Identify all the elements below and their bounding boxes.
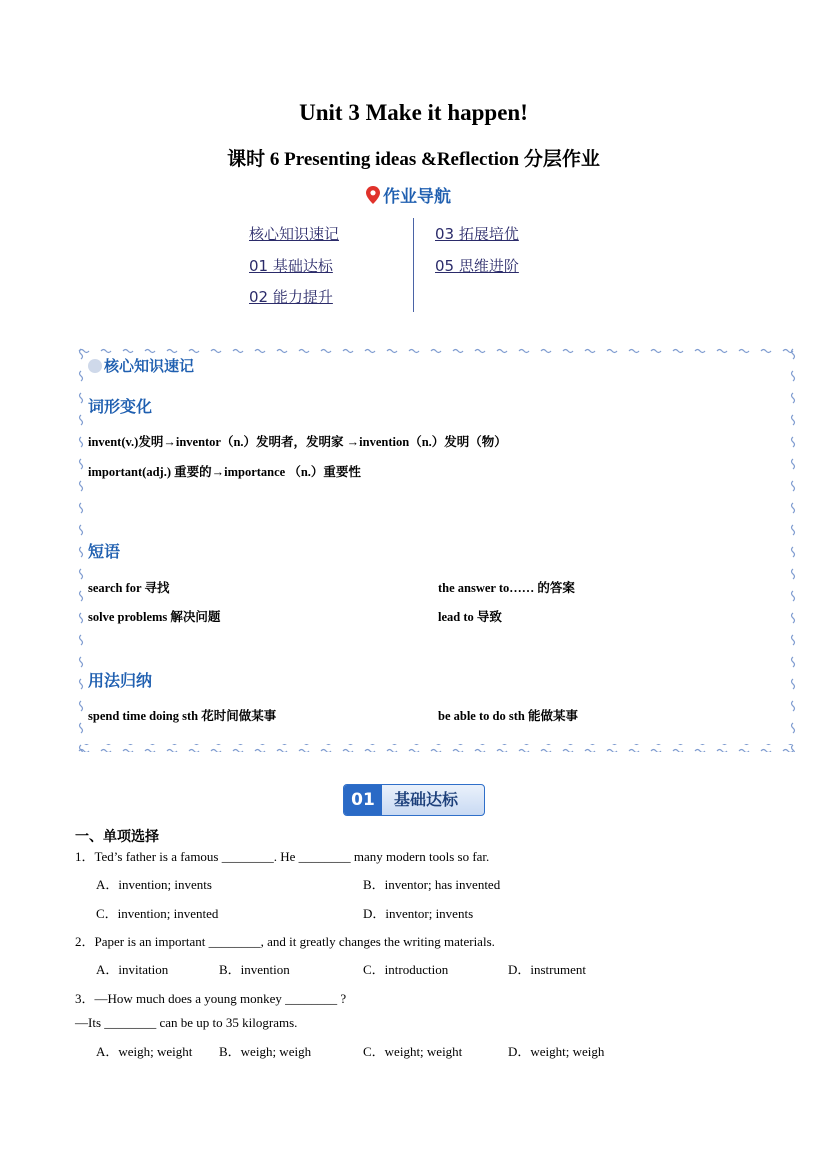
word-form-line: invent(v.)发明→inventor（n.）发明者，发明家 →invention（n.）发明（物） bbox=[88, 435, 507, 449]
nav-link-extension[interactable]: 03 拓展培优 bbox=[435, 225, 519, 243]
badge-label: 核心知识速记 bbox=[104, 357, 195, 375]
option-c: C．weight; weight bbox=[363, 1044, 463, 1059]
phrases-heading: 短语 bbox=[88, 542, 121, 561]
nav-heading bbox=[366, 182, 451, 207]
phrase-item: the answer to…… 的答案 bbox=[438, 581, 575, 595]
option-a: A．invitation bbox=[96, 962, 169, 977]
word-form-line: important(adj.) 重要的→importance （n.）重要性 bbox=[88, 465, 361, 479]
phrase-item: solve problems 解决问题 bbox=[88, 610, 221, 624]
option-b: B．invention bbox=[219, 962, 290, 977]
section-tab-label: 基础达标 bbox=[394, 790, 459, 809]
question-stem: 3．—How much does a young monkey ________ ? bbox=[75, 991, 347, 1006]
part-heading: 一、单项选择 bbox=[75, 829, 159, 845]
option-d: D．instrument bbox=[508, 962, 586, 977]
option-b: B．inventor; has invented bbox=[363, 877, 501, 892]
knowledge-box bbox=[77, 347, 798, 752]
nav-divider bbox=[413, 218, 414, 312]
section-tab-basic bbox=[343, 784, 485, 816]
nav-link-basic[interactable]: 01 基础达标 bbox=[249, 257, 333, 275]
option-a: A．invention; invents bbox=[96, 877, 212, 892]
option-d: D．inventor; invents bbox=[363, 906, 474, 921]
page-title: Unit 3 Make it happen! bbox=[299, 100, 528, 125]
usage-item: spend time doing sth 花时间做某事 bbox=[88, 709, 277, 723]
option-d: D．weight; weigh bbox=[508, 1044, 605, 1059]
option-c: C．introduction bbox=[363, 962, 449, 977]
question-stem: 2．Paper is an important ________, and it greatly changes the writing materials. bbox=[75, 934, 495, 949]
core-knowledge-badge bbox=[88, 355, 194, 376]
location-pin-icon bbox=[366, 186, 380, 204]
option-b: B．weigh; weigh bbox=[219, 1044, 312, 1059]
nav-link-ability[interactable]: 02 能力提升 bbox=[249, 288, 333, 306]
nav-link-core-knowledge[interactable]: 核心知识速记 bbox=[249, 225, 340, 243]
wavy-border bbox=[77, 347, 798, 752]
page-subtitle: 课时 6 Presenting ideas &Reflection 分层作业 bbox=[227, 149, 600, 170]
usage-heading: 用法归纳 bbox=[88, 671, 153, 690]
nav-link-thinking[interactable]: 05 思维进阶 bbox=[435, 257, 519, 275]
word-forms-heading: 词形变化 bbox=[88, 397, 153, 416]
section-tab-number: 01 bbox=[344, 785, 382, 815]
badge-circle-icon bbox=[88, 359, 102, 373]
nav-heading-label: 作业导航 bbox=[383, 187, 451, 207]
question-stem-answer: —Its ________ can be up to 35 kilograms. bbox=[75, 1015, 298, 1030]
option-c: C．invention; invented bbox=[96, 906, 219, 921]
usage-item: be able to do sth 能做某事 bbox=[438, 709, 578, 723]
question-stem: 1．Ted’s father is a famous ________. He ________ many modern tools so far. bbox=[75, 849, 490, 864]
option-a: A．weigh; weight bbox=[96, 1044, 193, 1059]
phrase-item: lead to 导致 bbox=[438, 610, 502, 624]
phrase-item: search for 寻找 bbox=[88, 581, 170, 595]
